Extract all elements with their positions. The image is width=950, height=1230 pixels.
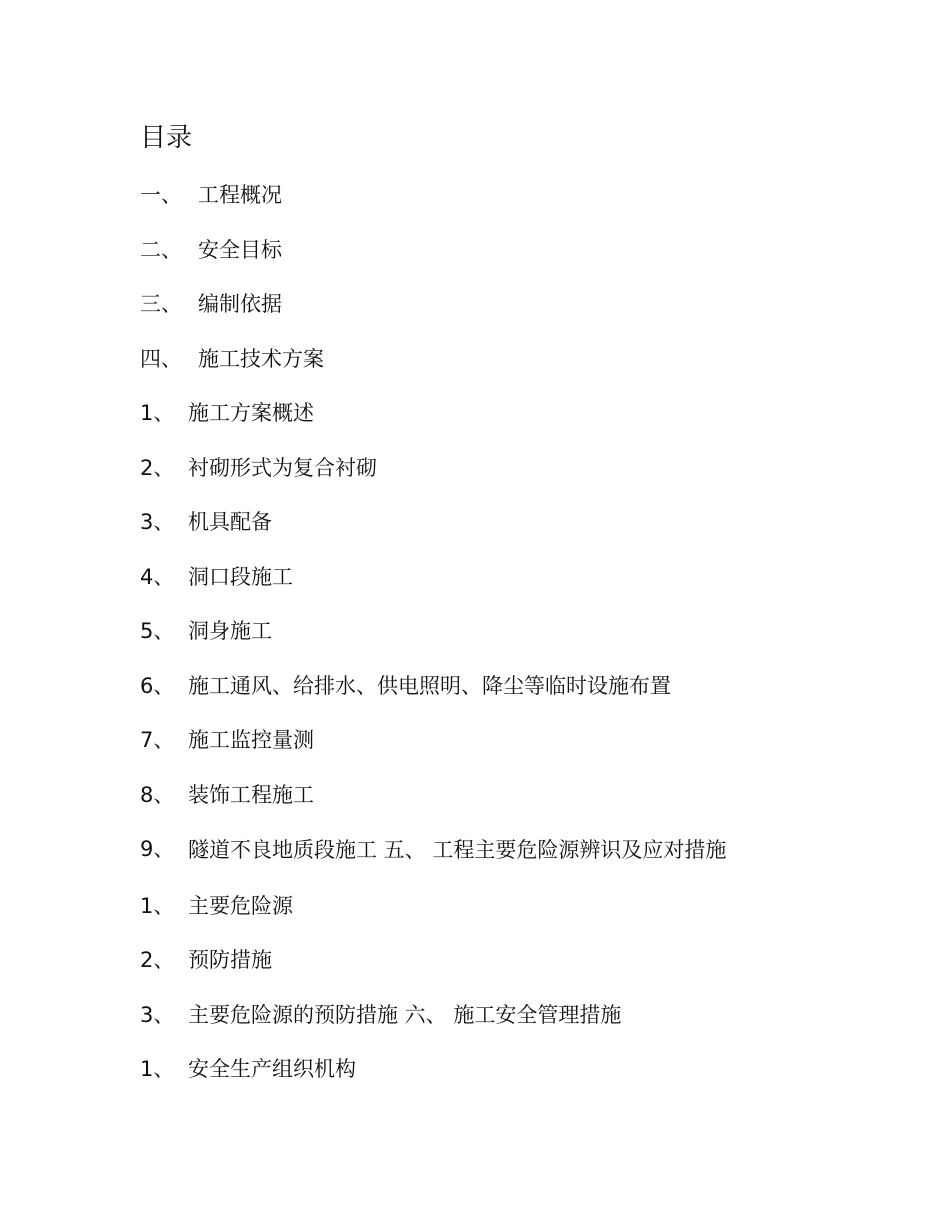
table-of-contents	[140, 178, 810, 1107]
toc-item-1	[140, 178, 810, 212]
toc-number: 5、	[140, 619, 175, 643]
toc-number: 4、	[140, 564, 175, 589]
toc-number: 8、	[140, 782, 175, 807]
toc-text: 机具配备	[188, 510, 272, 534]
toc-item-16	[140, 998, 810, 1032]
toc-number: 9、	[140, 837, 175, 861]
toc-number: 6、	[140, 673, 175, 698]
toc-number: 四、	[140, 346, 182, 371]
toc-item-5	[140, 396, 810, 430]
toc-text: 隧道不良地质段施工 五、 工程主要危险源辨识及应对措施	[188, 838, 727, 862]
toc-number: 1、	[140, 401, 175, 425]
toc-number: 1、	[140, 893, 175, 918]
toc-text: 施工方案概述	[188, 401, 314, 425]
toc-item-13	[140, 832, 810, 868]
toc-item-11	[140, 723, 810, 757]
toc-item-9	[140, 614, 810, 648]
toc-item-3	[140, 287, 810, 321]
toc-text: 预防措施	[188, 948, 272, 972]
toc-text: 安全生产组织机构	[188, 1057, 356, 1081]
toc-number: 2、	[140, 948, 175, 972]
toc-number: 一、	[140, 183, 182, 207]
toc-item-6	[140, 451, 810, 485]
toc-item-15	[140, 943, 810, 977]
toc-text: 编制依据	[198, 292, 282, 316]
toc-number: 3、	[140, 510, 175, 534]
toc-item-17	[140, 1052, 810, 1086]
toc-item-4	[140, 342, 810, 376]
toc-item-10	[140, 669, 810, 703]
toc-text: 主要危险源的预防措施 六、 施工安全管理措施	[188, 1002, 622, 1027]
toc-text: 洞身施工	[188, 619, 272, 643]
toc-number: 二、	[140, 237, 182, 262]
toc-text: 施工通风、给排水、供电照明、降尘等临时设施布置	[188, 673, 671, 698]
toc-text: 施工技术方案	[198, 346, 324, 371]
toc-text: 主要危险源	[188, 893, 293, 918]
toc-item-8	[140, 560, 810, 594]
toc-item-2	[140, 233, 810, 267]
toc-number: 三、	[140, 292, 182, 316]
toc-item-14	[140, 889, 810, 923]
toc-text: 衬砌形式为复合衬砌	[188, 455, 377, 480]
toc-text: 装饰工程施工	[188, 782, 314, 807]
toc-number: 2、	[140, 455, 175, 480]
toc-number: 7、	[140, 728, 175, 752]
toc-item-7	[140, 505, 810, 539]
toc-text: 安全目标	[198, 237, 282, 262]
toc-text: 施工监控量测	[188, 728, 314, 752]
page-title: 目录	[140, 123, 193, 153]
toc-text: 洞口段施工	[188, 564, 293, 589]
toc-number: 1、	[140, 1057, 175, 1081]
toc-item-12	[140, 778, 810, 812]
toc-text: 工程概况	[198, 183, 282, 207]
toc-number: 3、	[140, 1002, 175, 1027]
